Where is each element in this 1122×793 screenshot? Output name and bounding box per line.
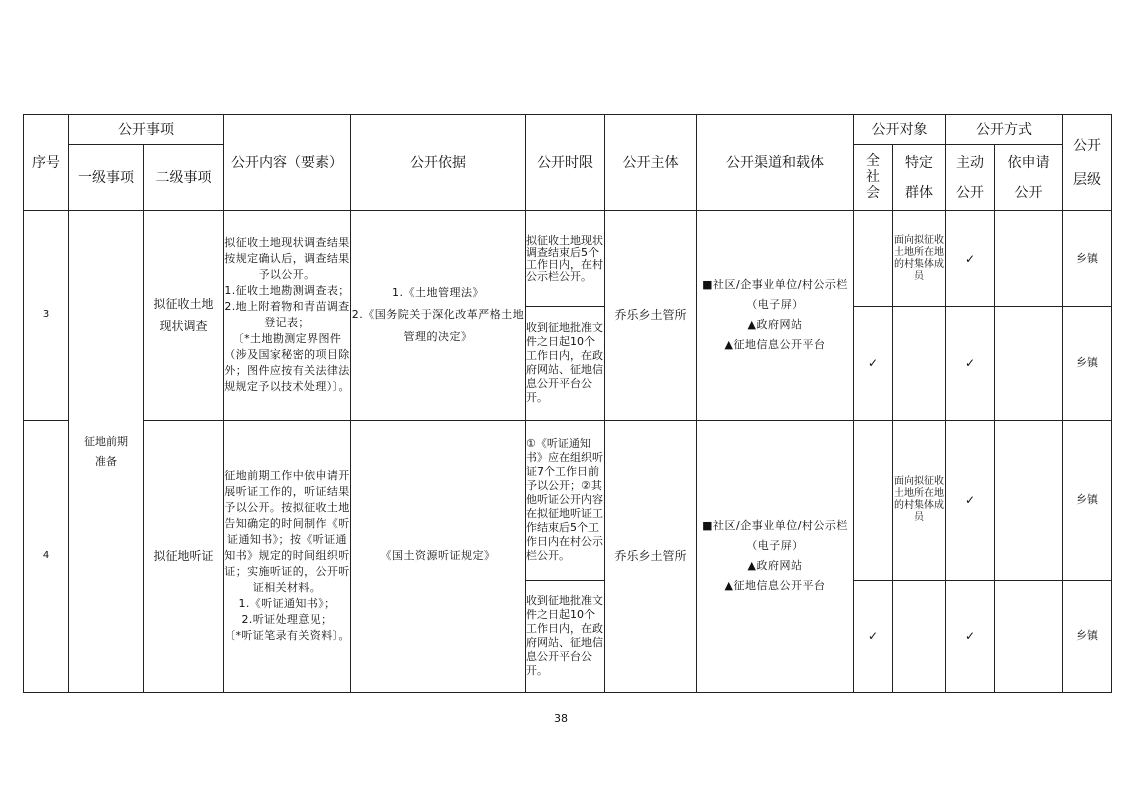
check-active: ✓	[946, 211, 995, 307]
row-seq: 3	[24, 211, 69, 420]
row-level2: 拟征地听证	[144, 420, 224, 693]
check-all-society: ✓	[854, 580, 893, 692]
row-time-limit-a: 拟征收土地现状调查结束后5个工作日内，在村公示栏公开。	[526, 211, 605, 307]
specific-group-text	[893, 307, 946, 420]
disclosure-table	[23, 114, 1112, 693]
col-all-society	[854, 145, 893, 211]
row-time-limit-b: 收到征地批准文件之日起10个工作日内，在政府网站、征地信息公开平台公开。	[526, 307, 605, 420]
table-row	[24, 420, 1112, 580]
check-on-request	[995, 420, 1063, 580]
row-level: 乡镇	[1063, 580, 1112, 692]
col-content: 公开内容（要素）	[224, 115, 351, 211]
row-basis: 1.《土地管理法》 2.《国务院关于深化改革严格土地管理的决定》	[351, 211, 526, 420]
col-on-request: 依申请 公开	[995, 145, 1063, 211]
level1-item: 征地前期 准备	[69, 211, 144, 693]
check-all-society: ✓	[854, 307, 893, 420]
row-level: 乡镇	[1063, 420, 1112, 580]
row-basis: 《国土资源听证规定》	[351, 420, 526, 693]
check-active: ✓	[946, 307, 995, 420]
row-content: 征地前期工作中依申请开展听证工作的，听证结果予以公开。按拟征收土地告知确定的时间制作《听证通知书》；按《听证通知书》规定的时间组织听证；实施听证的，公开听证相关材料。 1.《听证通知书》； 2.听证处理意见； 〔*听证笔录有关资料〕。	[224, 420, 351, 693]
col-specific-group: 特定 群体	[893, 145, 946, 211]
check-on-request	[995, 580, 1063, 692]
col-public-items: 公开事项	[69, 115, 224, 145]
col-active: 主动 公开	[946, 145, 995, 211]
row-channel: ■社区/企事业单位/村公示栏（电子屏） ▲政府网站 ▲征地信息公开平台	[697, 211, 854, 420]
row-subject: 乔乐乡土管所	[605, 420, 697, 693]
row-seq: 4	[24, 420, 69, 693]
check-on-request	[995, 307, 1063, 420]
check-all-society	[854, 420, 893, 580]
row-level: 乡镇	[1063, 307, 1112, 420]
row-content: 拟征收土地现状调查结果按规定确认后，调查结果予以公开。 1.征收土地勘测调查表； 2.地上附着物和青苗调查登记表； 〔*土地勘测定界图件（涉及国家秘密的项目除外；图件应按有关法律法规规定予以技术处理）〕。	[224, 211, 351, 420]
col-time-limit: 公开时限	[526, 115, 605, 211]
row-level2: 拟征收土地 现状调查	[144, 211, 224, 420]
check-on-request	[995, 211, 1063, 307]
col-subject: 公开主体	[605, 115, 697, 211]
check-all-society	[854, 211, 893, 307]
specific-group-text: 面向拟征收土地所在地的村集体成员	[893, 211, 946, 307]
table-row	[24, 211, 1112, 307]
page-number: 38	[554, 712, 568, 725]
row-channel: ■社区/企事业单位/村公示栏（电子屏） ▲政府网站 ▲征地信息公开平台	[697, 420, 854, 693]
col-level: 公开 层级	[1063, 115, 1112, 211]
col-method: 公开方式	[946, 115, 1063, 145]
row-level: 乡镇	[1063, 211, 1112, 307]
row-time-limit-a: ①《听证通知书》应在组织听证7个工作日前予以公开；②其他听证公开内容在拟征地听证工作结束后5个工作日内在村公示栏公开。	[526, 420, 605, 580]
all-society-label: 全社会	[866, 153, 880, 202]
col-seq: 序号	[24, 115, 69, 211]
row-subject: 乔乐乡土管所	[605, 211, 697, 420]
col-channel: 公开渠道和载体	[697, 115, 854, 211]
row-time-limit-b: 收到征地批准文件之日起10个工作日内，在政府网站、征地信息公开平台公开。	[526, 580, 605, 692]
col-basis: 公开依据	[351, 115, 526, 211]
specific-group-text: 面向拟征收土地所在地的村集体成员	[893, 420, 946, 580]
check-active: ✓	[946, 580, 995, 692]
col-level1: 一级事项	[69, 145, 144, 211]
check-active: ✓	[946, 420, 995, 580]
col-audience: 公开对象	[854, 115, 946, 145]
col-level2: 二级事项	[144, 145, 224, 211]
specific-group-text	[893, 580, 946, 692]
